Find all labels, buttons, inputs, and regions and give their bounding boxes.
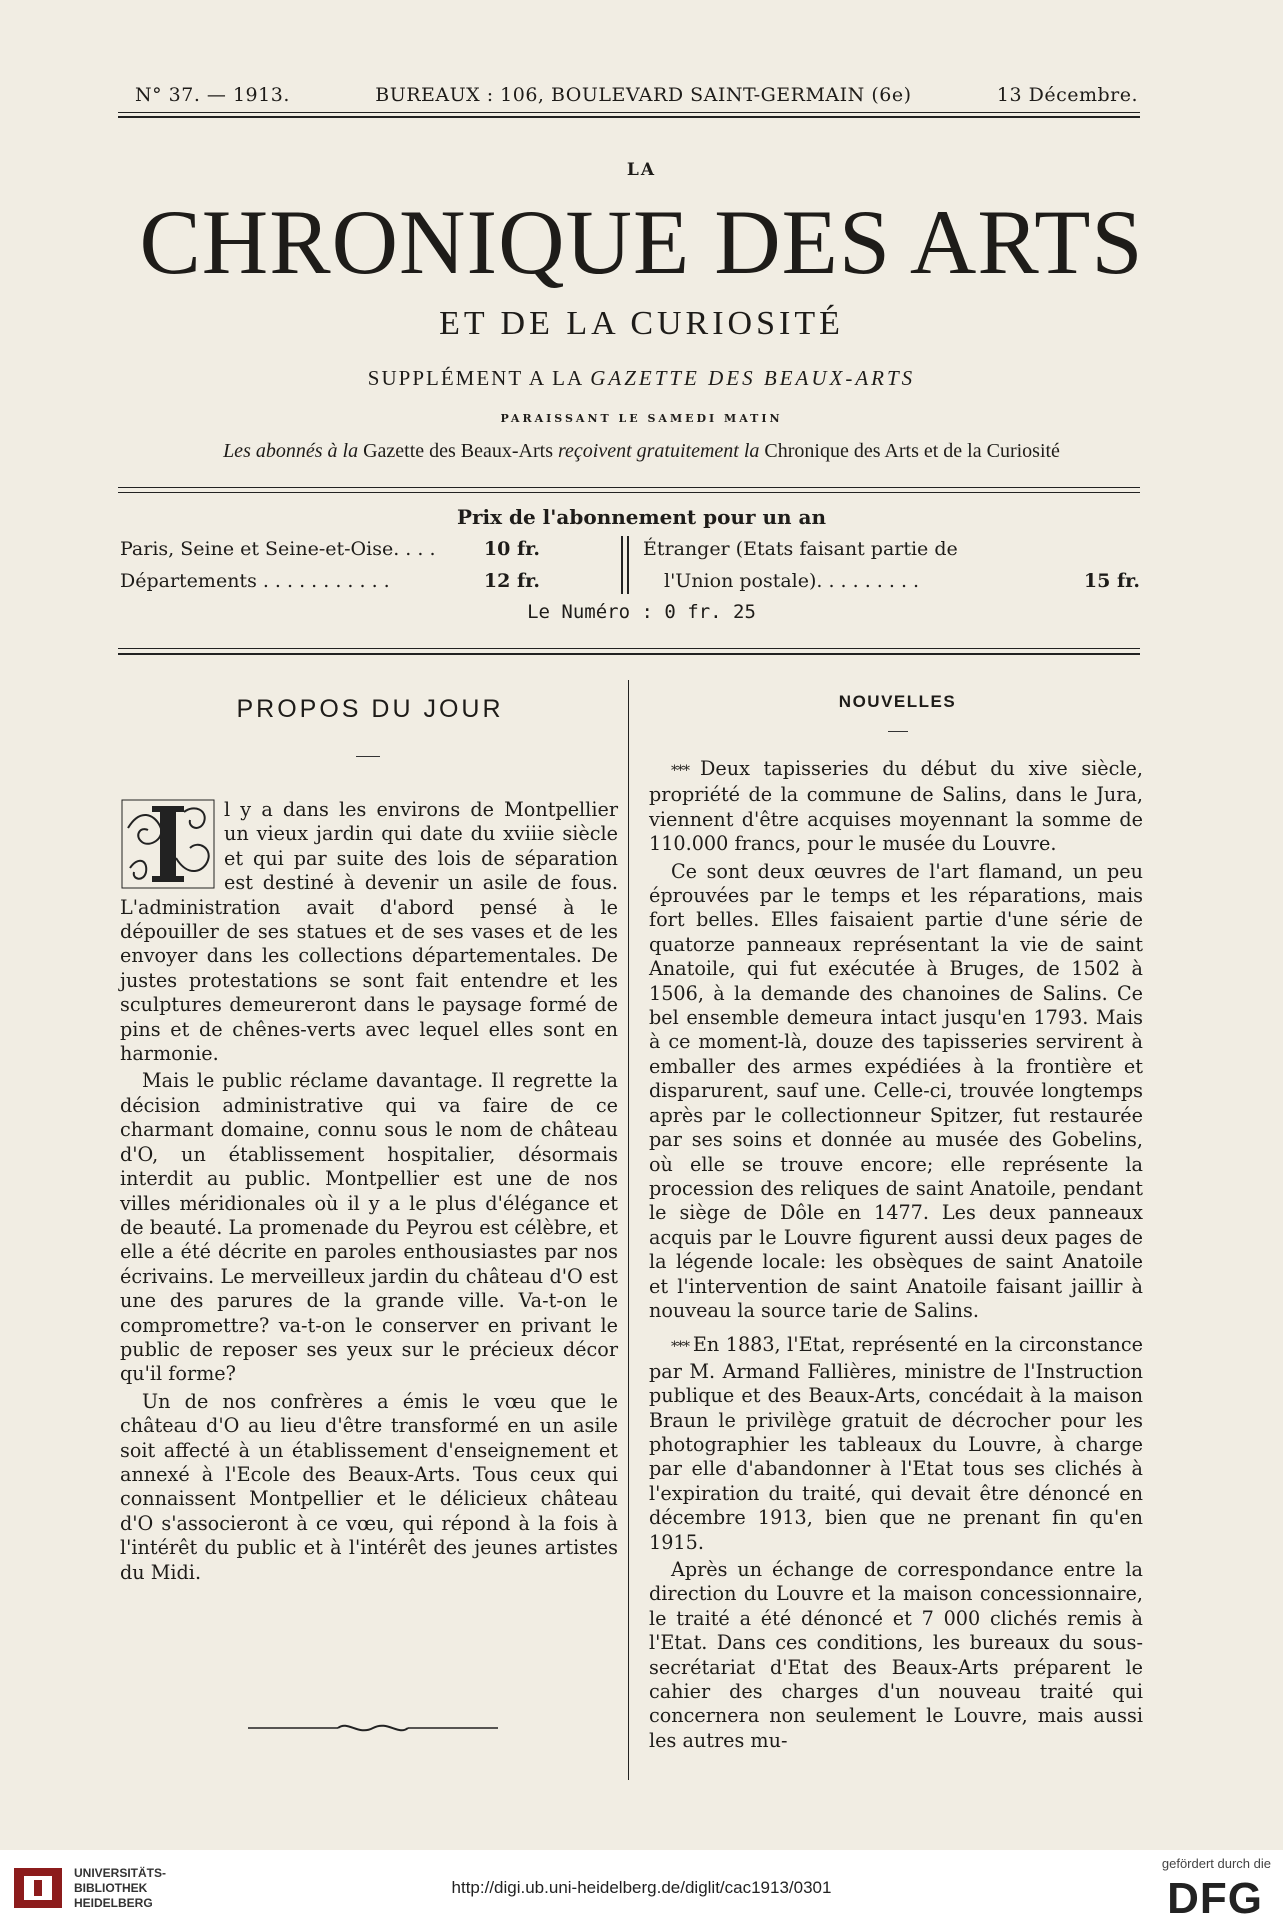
left-paragraph-1-text: l y a dans les environs de Montpellier un vieux jardin qui date du xviiie siècle et qui par suite des lois de séparation est destiné à devenir un asile de fous. L'administration avait d'abord pensé à le dépouiller de ses statues et de ses vases et de les envoyer dans les collections départementales. De justes protestations se sont fait entendre et les sculptures demeureront dans le paysage formé de pins et de chênes-verts avec lequel elles sont en harmonie. [120,798,618,1066]
dfg-logo: DFG [1167,1874,1263,1923]
funding-note: gefördert durch die [1161,1856,1271,1871]
prices-rule-2 [118,653,1140,655]
news-item-1-p2: Ce sont deux œuvres de l'art flamand, un peu éprouvées par le temps et les réparations, mais fort belles. Elles faisaient partie d'une série de quatorze panneaux représentant la vie de saint Anatoile, qui fut exécutée à Bruges, de 1502 à 1506, à la demande des chanoines de Salins. Ce bel ensemble demeura intact jusqu'en 1793. Mais à ce moment-là, douze des tapisseries servirent à emballer des armes expédiées à la frontière et disparurent, sauf une. Celle-ci, trouvée longtemps après par le collectionneur Spitzer, fut restaurée par ses soins et donnée au musée des Gobelins, où elle se trouve encore; elle représente la procession des reliques de saint Anatoile, pendant le siège de Dôle en 1477. Les deux panneaux acquis par le Louvre figurent aussi deux pages de la légende locale: les obsèques de saint Anatoile et l'intervention de saint Anatoile faisant jaillir à nouveau la source tarie de Salins. [649,859,1143,1322]
price-paris-label: Paris, Seine et Seine-et-Oise. . . . [120,538,436,560]
left-title-dash [356,756,380,757]
uni-line-1: UNIVERSITÄTS- [74,1866,167,1880]
subscription-title: Prix de l'abonnement pour un an [456,505,827,529]
left-paragraph-1 [120,798,618,1066]
supplement-prefix: SUPPLÉMENT A LA [367,366,591,390]
issue-header [135,80,1138,110]
left-column-title: PROPOS DU JOUR [236,695,504,723]
price-row-departements [120,570,540,592]
digitization-footer [0,1850,1283,1926]
left-column-text [120,798,618,1585]
news-item-1-stars: *** [671,763,700,779]
masthead-la: LA [626,160,657,180]
news-item-2-stars: *** [671,1339,693,1356]
masthead-subtitle: ET DE LA CURIOSITÉ [439,305,844,342]
uni-line-2: BIBLIOTHEK [74,1881,148,1895]
price-etranger-amount: 15 fr. [1083,570,1140,592]
dropcap-initial-icon [120,798,216,890]
news-item-1-p1-text: Deux tapisseries du début du xive siècle, propriété de la commune de Salins, dans le Jura, viennent d'être acquises moyennant la somme de 110.000 francs, pour le musée du Louvre. [649,757,1143,856]
subscriber-note-2: Gazette des Beaux-Arts [363,440,558,462]
supplement-line [0,366,1283,391]
news-item-1-p1 [649,757,1143,857]
price-dept-amount: 12 fr. [483,570,540,592]
right-column-text [649,757,1143,1753]
price-separator-2 [627,536,629,594]
source-url-link[interactable]: http://digi.ub.uni-heidelberg.de/diglit/cac1913/0301 [451,1878,832,1897]
uni-line-3: HEIDELBERG [74,1896,153,1910]
price-paris-amount: 10 fr. [483,538,540,560]
header-rule-top [118,112,1140,113]
news-item-2-p1-text: En 1883, l'Etat, représenté en la circonstance par M. Armand Fallières, ministre de l'Instruction publique et des Beaux-Arts, concédait à la maison Braun le privilège gratuit de décrocher pour les photographier les tableaux du Louvre, à charge par elle d'abandonner à l'Etat tous ses clichés à l'expiration du traité, qui devait être dénoncé en décembre 1913, bien que ne prenant fin qu'en 1915. [649,1333,1143,1554]
column-divider [628,680,629,1780]
right-title-dash [888,731,908,732]
single-issue-price: Le Numéro : 0 fr. 25 [527,601,756,623]
subscriber-note-1: Les abonnés à la [223,440,364,462]
price-etranger-label-1: Étranger (Etats faisant partie de [643,538,958,560]
price-row-etranger-1 [643,538,1043,560]
price-etranger-label-2: l'Union postale). . . . . . . . . [664,570,920,592]
price-row-etranger-2 [664,570,1140,592]
right-column-title: NOUVELLES [838,692,957,711]
news-item-2-p2: Après un échange de correspondance entre la direction du Louvre et la maison concessionnaire, le traité a été dénoncé et 7 000 clichés remis à l'Etat. Dans ces conditions, les bureaux du sous-secrétariat d'Etat des Beaux-Arts préparent le cahier des charges d'un nouveau traité qui concernera non seulement le Louvre, mais aussi les autres mu- [649,1558,1143,1752]
issue-number: N° 37. — 1913. [135,84,290,106]
price-separator [621,536,623,594]
header-rule-bottom [118,116,1140,118]
news-item-2-p1 [649,1333,1143,1555]
prices-rule-1 [118,648,1140,649]
end-ornament-icon [248,1718,498,1738]
price-dept-label: Départements . . . . . . . . . . . [120,570,390,592]
subscriber-note [0,440,1283,463]
supplement-gazette: GAZETTE DES BEAUX-ARTS [590,366,916,390]
masthead-title: CHRONIQUE DES ARTS [139,191,1144,293]
publication-schedule: PARAISSANT LE SAMEDI MATIN [500,412,783,425]
office-address: BUREAUX : 106, BOULEVARD SAINT-GERMAIN (6e) [375,84,912,106]
subscriber-note-3: reçoivent gratuitement la [557,440,765,462]
price-row-paris [120,538,540,560]
left-paragraph-2: Mais le public réclame davantage. Il regrette la décision administrative qui va faire de ce charmant domaine, connu sous le nom de château d'O, un établissement hospitalier, désormais interdit au public. Montpellier est une de nos villes méridionales où il y a le plus d'élégance et de beauté. La promenade du Peyrou est célèbre, et elle a été décrite en paroles enthousiastes par nos écrivains. Le merveilleux jardin du château d'O est une des parures de la grande ville. Va-t-on le compromettre? va-t-on le conserver en privant le public de reposer ses yeux sur le précieux décor qu'il forme? [120,1069,618,1386]
left-paragraph-3: Un de nos confrères a émis le vœu que le château d'O au lieu d'être transformé en un asile soit affecté à un établissement d'enseignement et annexé à l'Ecole des Beaux-Arts. Tous ceux qui connaissent Montpellier et le délicieux château d'O s'associeront à ce vœu, qui répond à la fois à l'intérêt du public et à l'intérêt des jeunes artistes du Midi. [120,1389,618,1584]
subscriber-note-4: Chronique des Arts et de la Curiosité [764,440,1060,462]
masthead-rule-2 [118,492,1140,493]
masthead-rule-1 [118,487,1140,488]
issue-date: 13 Décembre. [996,84,1138,106]
